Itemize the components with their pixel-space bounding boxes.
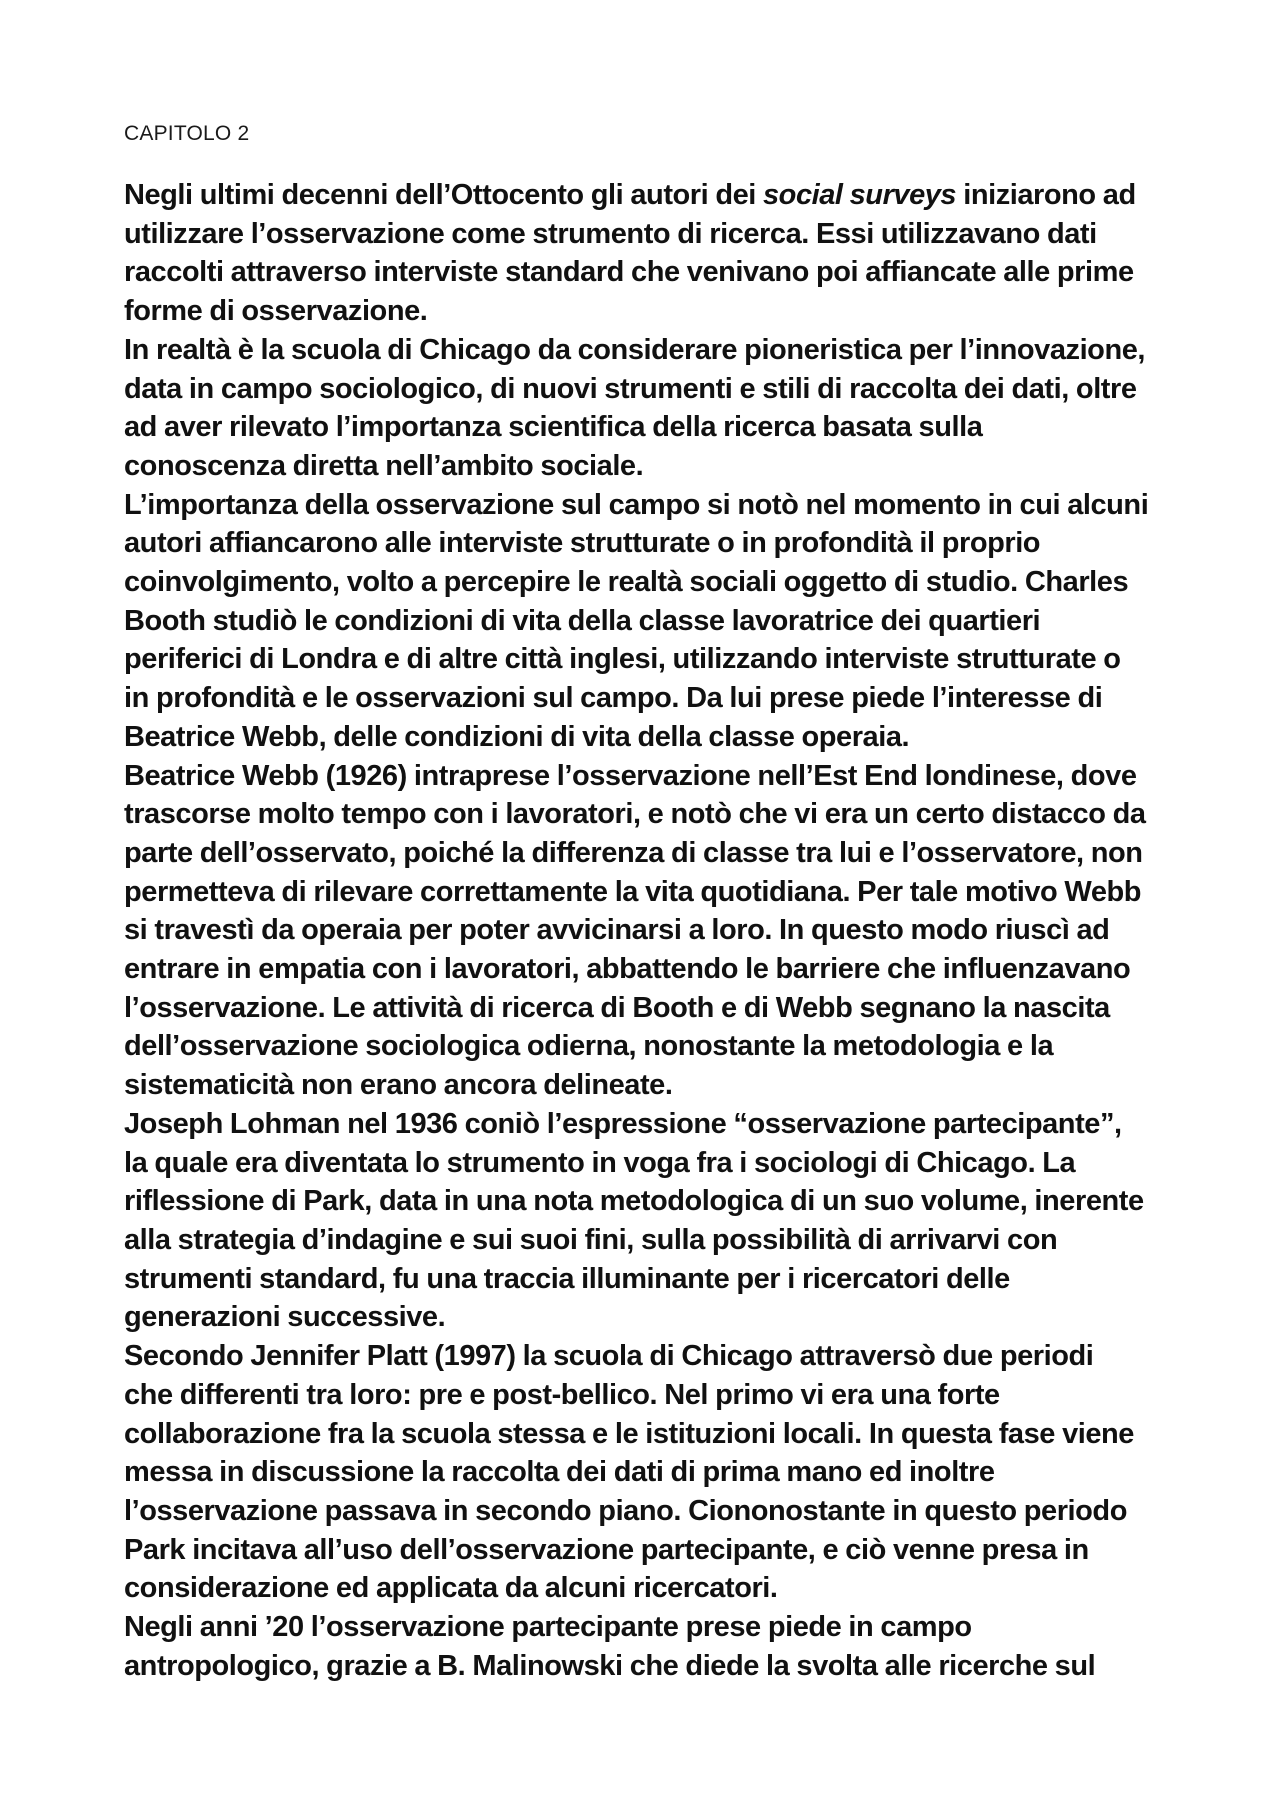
text-line: che differenti tra loro: pre e post-bellico. Nel primo vi era una forte xyxy=(124,1378,1000,1411)
text-segment: Negli ultimi decenni dell’Ottocento gli autori dei xyxy=(124,179,763,211)
text-line: dell’osservazione sociologica odierna, nonostante la metodologia e la xyxy=(124,1030,1054,1063)
text-line: In realtà è la scuola di Chicago da considerare pioneristica per l’innovazione, xyxy=(124,333,1145,366)
text-line: data in campo sociologico, di nuovi strumenti e stili di raccolta dei dati, oltre xyxy=(124,372,1137,405)
text-line: alla strategia d’indagine e sui suoi fini, sulla possibilità di arrivarvi con xyxy=(124,1223,1058,1256)
text-line: trascorse molto tempo con i lavoratori, e notò che vi era un certo distacco da xyxy=(124,798,1146,831)
text-line: la quale era diventata lo strumento in voga fra i sociologi di Chicago. La xyxy=(124,1146,1076,1179)
paragraph xyxy=(124,1105,1174,1337)
text-line: Booth studiò le condizioni di vita della classe lavoratrice dei quartieri xyxy=(124,604,1041,637)
text-line: forme di osservazione. xyxy=(124,295,428,328)
italic-term: social surveys xyxy=(763,179,957,211)
text-line: permetteva di rilevare correttamente la vita quotidiana. Per tale motivo Webb xyxy=(124,875,1142,908)
text-line: considerazione ed applicata da alcuni ricercatori. xyxy=(124,1572,778,1605)
text-line: Joseph Lohman nel 1936 coniò l’espressione “osservazione partecipante”, xyxy=(124,1107,1122,1140)
text-line: parte dell’osservato, poiché la differenza di classe tra lui e l’osservatore, non xyxy=(124,836,1143,869)
text-line: si travestì da operaia per poter avvicinarsi a loro. In questo modo riuscì ad xyxy=(124,914,1110,947)
text-line: utilizzare l’osservazione come strumento di ricerca. Essi utilizzavano dati xyxy=(124,217,1097,250)
text-line: Negli anni ’20 l’osservazione partecipante prese piede in campo xyxy=(124,1611,972,1644)
text-line: conoscenza diretta nell’ambito sociale. xyxy=(124,449,644,482)
paragraph xyxy=(124,331,1174,486)
text-line: raccolti attraverso interviste standard che venivano poi affiancate alle prime xyxy=(124,256,1134,289)
text-line: l’osservazione. Le attività di ricerca di Booth e di Webb segnano la nascita xyxy=(124,991,1110,1024)
chapter-heading: CAPITOLO 2 xyxy=(124,122,250,145)
text-line xyxy=(124,176,1174,215)
text-line: in profondità e le osservazioni sul campo. Da lui prese piede l’interesse di xyxy=(124,682,1103,715)
text-line: strumenti standard, fu una traccia illuminante per i ricercatori delle xyxy=(124,1262,1010,1295)
paragraph xyxy=(124,1608,1174,1685)
body-text xyxy=(124,176,1174,1685)
text-line: collaborazione fra la scuola stessa e le istituzioni locali. In questa fase viene xyxy=(124,1417,1134,1450)
text-line: autori affiancarono alle interviste strutturate o in profondità il proprio xyxy=(124,527,1041,560)
text-line: sistematicità non erano ancora delineate. xyxy=(124,1069,673,1102)
text-line: riflessione di Park, data in una nota metodologica di un suo volume, inerente xyxy=(124,1185,1144,1218)
text-line: Beatrice Webb, delle condizioni di vita della classe operaia. xyxy=(124,720,910,753)
text-line: coinvolgimento, volto a percepire le realtà sociali oggetto di studio. Charles xyxy=(124,566,1129,599)
text-segment: iniziarono ad xyxy=(956,179,1136,211)
text-line: antropologico, grazie a B. Malinowski che diede la svolta alle ricerche sul xyxy=(124,1649,1096,1682)
text-line: Park incitava all’uso dell’osservazione partecipante, e ciò venne presa in xyxy=(124,1533,1089,1566)
paragraph xyxy=(124,176,1174,331)
text-line: periferici di Londra e di altre città inglesi, utilizzando interviste strutturate o xyxy=(124,643,1121,676)
paragraph xyxy=(124,1337,1174,1608)
text-line: L’importanza della osservazione sul campo si notò nel momento in cui alcuni xyxy=(124,488,1149,521)
text-line: messa in discussione la raccolta dei dati di prima mano ed inoltre xyxy=(124,1456,995,1489)
text-line: l’osservazione passava in secondo piano. Ciononostante in questo periodo xyxy=(124,1494,1127,1527)
paragraph xyxy=(124,486,1174,757)
text-line: generazioni successive. xyxy=(124,1301,446,1334)
paragraph xyxy=(124,757,1174,1105)
text-line: Secondo Jennifer Platt (1997) la scuola di Chicago attraversò due periodi xyxy=(124,1340,1094,1373)
text-line: entrare in empatia con i lavoratori, abbattendo le barriere che influenzavano xyxy=(124,953,1131,986)
text-line: ad aver rilevato l’importanza scientifica della ricerca basata sulla xyxy=(124,411,983,444)
text-line: Beatrice Webb (1926) intraprese l’osservazione nell’Est End londinese, dove xyxy=(124,759,1137,792)
